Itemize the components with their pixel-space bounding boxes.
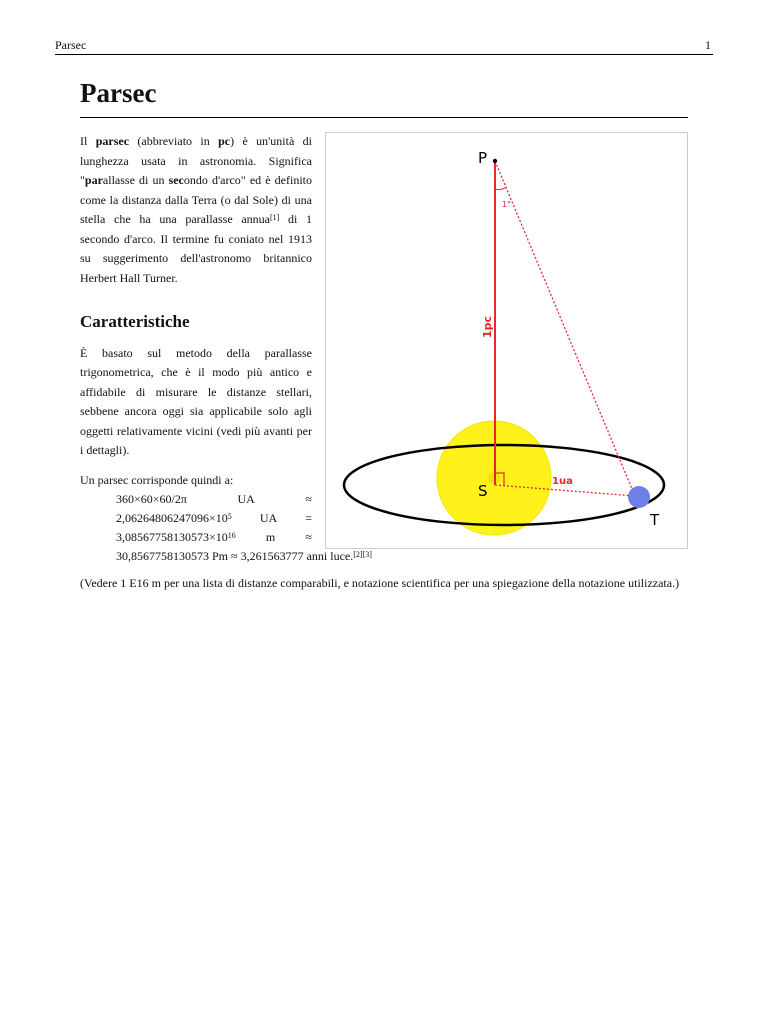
- angle-arc: [495, 187, 506, 190]
- see-also-paragraph: (Vedere 1 E16 m per una lista di distanze comparabili, e notazione scientifica per una spiegazione della notazione utilizzata.): [80, 576, 680, 590]
- page-title: Parsec: [80, 76, 688, 118]
- earth-disc: [628, 486, 650, 508]
- label-s: S: [478, 482, 488, 500]
- section-heading: Caratteristiche: [80, 312, 190, 331]
- equivalence-intro: Un parsec corrisponde quindi a:: [80, 472, 234, 487]
- page-number: 1: [705, 38, 711, 52]
- point-p: [493, 159, 497, 163]
- label-1ua: 1ua: [552, 476, 573, 487]
- formula-line: $2,06264806247096\times 10^5$ UA =: [116, 511, 312, 525]
- intro-section: [80, 132, 688, 566]
- reference-2-3[interactable]: [2][3]: [353, 550, 372, 559]
- parallax-svg: [326, 133, 687, 548]
- label-1pc: 1pc: [481, 315, 494, 338]
- formula-block: [116, 490, 372, 566]
- label-t: T: [650, 511, 660, 529]
- formula-line: 30,8567758130573 Pm ≈ 3,261563777 anni luce.[2][3]: [116, 549, 372, 563]
- parallax-diagram: [325, 132, 688, 549]
- reference-1[interactable]: [1]: [269, 213, 280, 222]
- article-content: [80, 76, 688, 594]
- label-p: P: [478, 149, 488, 167]
- formula-line: $3,08567758130573\times 10^{16}$ m ≈: [116, 530, 312, 544]
- running-header: [55, 38, 713, 55]
- method-paragraph: È basato sul metodo della parallasse trigonometrica, che è il modo più antico e affidabile di misurare le distanze stellari, sebbene ancora oggi sia applicabile solo agli oggetti relativamente vicini (vedi più avanti per i dettagli).: [80, 345, 312, 457]
- intro-paragraph: Il parsec (abbreviato in pc) è un'unità di lunghezza usata in astronomia. Significa "parallasse di un secondo d'arco" ed è definito come la distanza dalla Terra (o dal Sole) di una stella che ha una parallasse annua[1] di 1 secondo d'arco. Il termine fu coniato nel 1913 su suggerimento dell'astronomo britannico Herbert Hall Turner.: [80, 134, 313, 285]
- formula-line: 360×60×60/2π UA ≈: [116, 492, 312, 506]
- label-angle: 1": [502, 200, 511, 209]
- header-title: Parsec: [55, 38, 87, 52]
